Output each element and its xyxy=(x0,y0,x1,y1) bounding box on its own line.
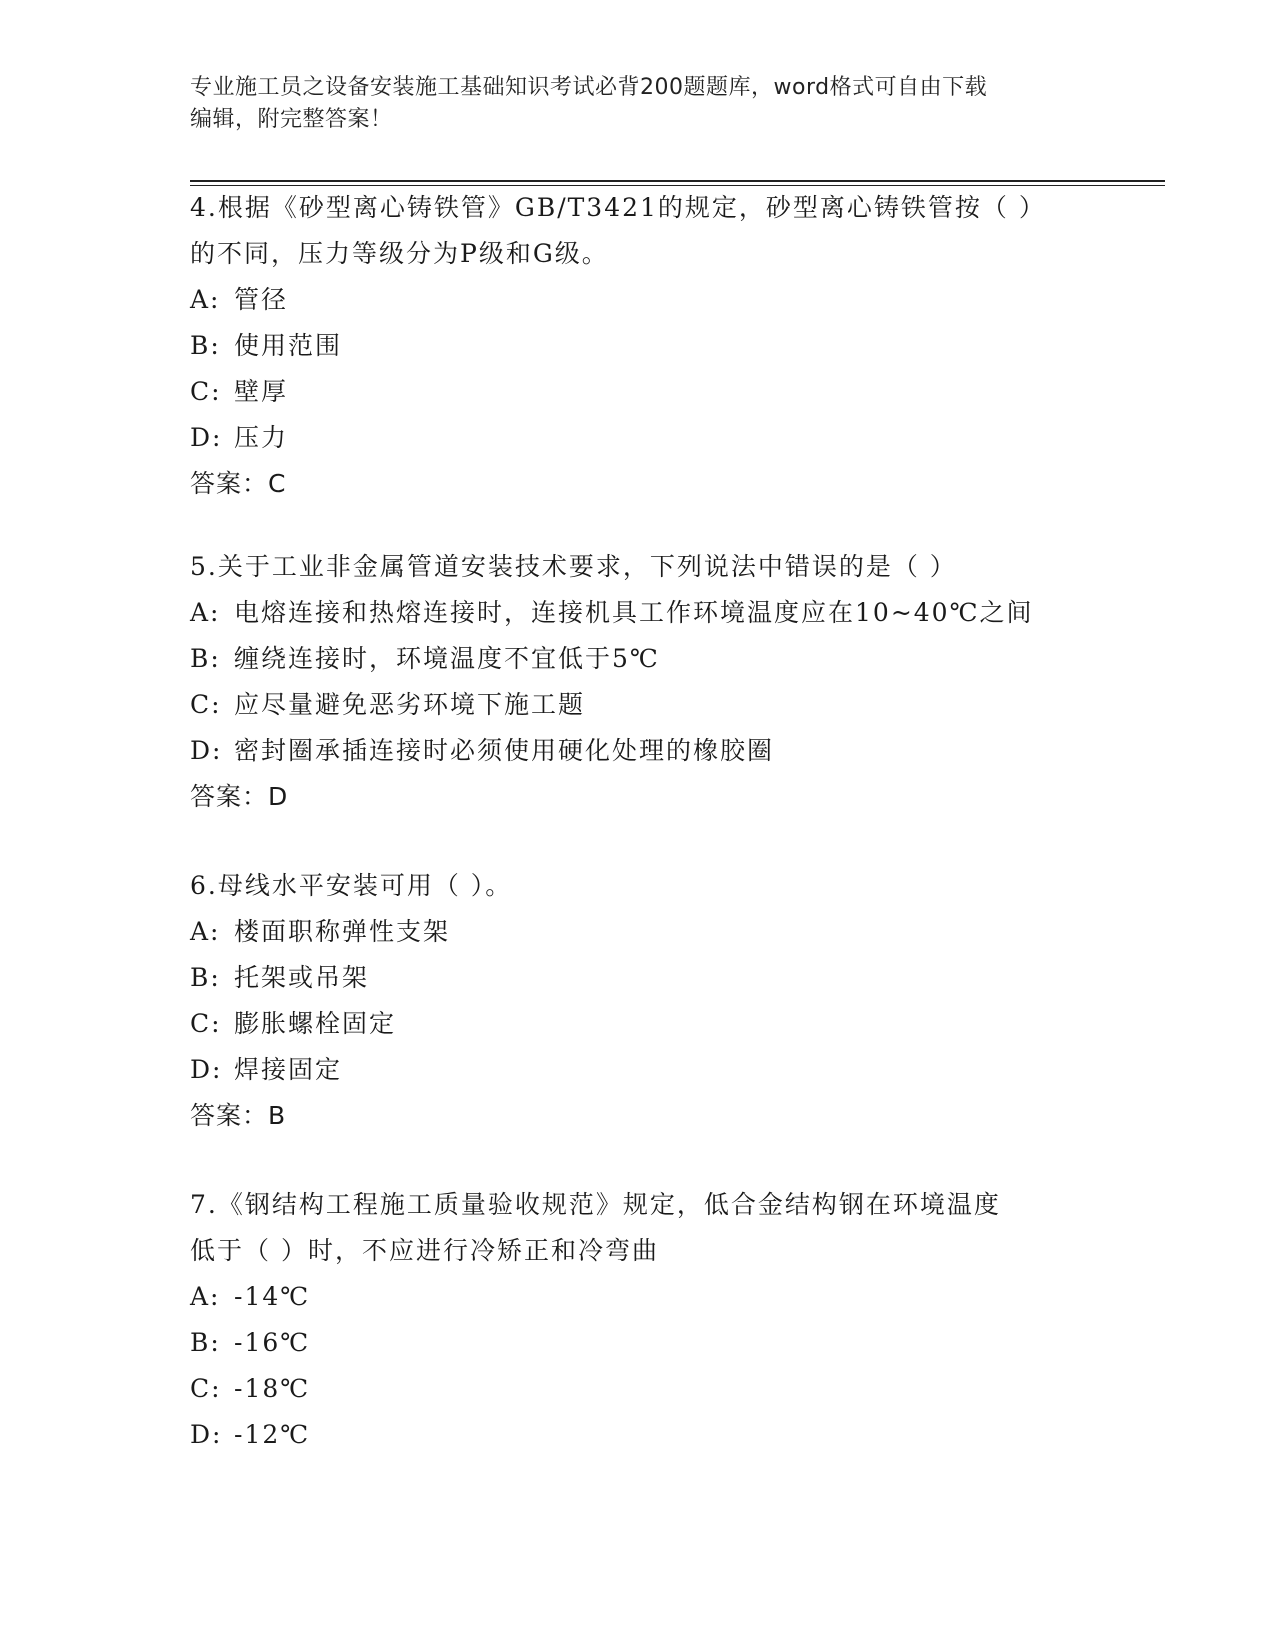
option-letter: D: xyxy=(190,736,223,765)
option-a xyxy=(190,277,1090,323)
option-letter: B: xyxy=(190,331,221,360)
option-text: 楼面职称弹性支架 xyxy=(234,917,451,946)
option-a xyxy=(190,909,1090,955)
option-b xyxy=(190,323,1090,369)
option-letter: A: xyxy=(190,285,221,314)
option-c xyxy=(190,369,1090,415)
question-stem-line: 的不同，压力等级分为P级和G级。 xyxy=(190,239,609,268)
answer-line: 答案：D xyxy=(190,782,289,811)
option-letter: C: xyxy=(190,377,222,406)
header-line-2: 编辑，附完整答案！ xyxy=(190,107,393,132)
option-letter: B: xyxy=(190,1328,221,1357)
option-letter: A: xyxy=(190,1282,221,1311)
option-letter: C: xyxy=(190,1009,222,1038)
option-letter: D: xyxy=(190,423,223,452)
option-d xyxy=(190,1412,1090,1458)
option-text: 管径 xyxy=(234,285,289,314)
option-letter: B: xyxy=(190,644,221,673)
question-6 xyxy=(190,863,1090,1139)
option-d xyxy=(190,728,1090,774)
option-d xyxy=(190,1047,1090,1093)
option-a xyxy=(190,590,1090,636)
option-b xyxy=(190,636,1090,682)
option-letter: D: xyxy=(190,1055,223,1084)
question-5 xyxy=(190,544,1090,820)
option-letter: D: xyxy=(190,1420,223,1449)
option-text: 密封圈承插连接时必须使用硬化处理的橡胶圈 xyxy=(234,736,775,765)
option-text: 电熔连接和热熔连接时，连接机具工作环境温度应在10~40℃之间 xyxy=(234,598,1034,627)
question-stem-line: 7.《钢结构工程施工质量验收规范》规定，低合金结构钢在环境温度 xyxy=(190,1190,1001,1219)
header-divider-thick xyxy=(190,180,1165,182)
option-text: 缠绕连接时，环境温度不宜低于5℃ xyxy=(234,644,660,673)
option-d xyxy=(190,415,1090,461)
option-letter: A: xyxy=(190,598,221,627)
question-stem-line: 6.母线水平安装可用（ ）。 xyxy=(190,871,513,900)
option-letter: B: xyxy=(190,963,221,992)
option-text: -18℃ xyxy=(234,1374,311,1403)
document-header xyxy=(190,72,1090,136)
option-b xyxy=(190,955,1090,1001)
option-b xyxy=(190,1320,1090,1366)
question-stem-line: 4.根据《砂型离心铸铁管》GB/T3421的规定，砂型离心铸铁管按（ ） xyxy=(190,193,1046,222)
option-letter: A: xyxy=(190,917,221,946)
question-4 xyxy=(190,185,1090,507)
option-text: -14℃ xyxy=(234,1282,311,1311)
header-line-1: 专业施工员之设备安装施工基础知识考试必背200题题库，word格式可自由下载 xyxy=(190,75,988,100)
option-text: 焊接固定 xyxy=(234,1055,343,1084)
option-text: 膨胀螺栓固定 xyxy=(234,1009,397,1038)
option-letter: C: xyxy=(190,1374,222,1403)
option-letter: C: xyxy=(190,690,222,719)
option-text: 压力 xyxy=(234,423,289,452)
option-text: -16℃ xyxy=(234,1328,311,1357)
option-c xyxy=(190,682,1090,728)
option-text: 应尽量避免恶劣环境下施工题 xyxy=(234,690,586,719)
answer-line: 答案：B xyxy=(190,1101,287,1130)
option-text: 壁厚 xyxy=(234,377,289,406)
answer-line: 答案：C xyxy=(190,469,287,498)
option-a xyxy=(190,1274,1090,1320)
option-text: -12℃ xyxy=(234,1420,311,1449)
question-7 xyxy=(190,1182,1090,1458)
option-c xyxy=(190,1366,1090,1412)
option-text: 托架或吊架 xyxy=(234,963,370,992)
option-text: 使用范围 xyxy=(234,331,343,360)
question-stem-line: 低于（ ）时，不应进行冷矫正和冷弯曲 xyxy=(190,1236,659,1265)
question-stem-line: 5.关于工业非金属管道安装技术要求，下列说法中错误的是（ ） xyxy=(190,552,957,581)
option-c xyxy=(190,1001,1090,1047)
